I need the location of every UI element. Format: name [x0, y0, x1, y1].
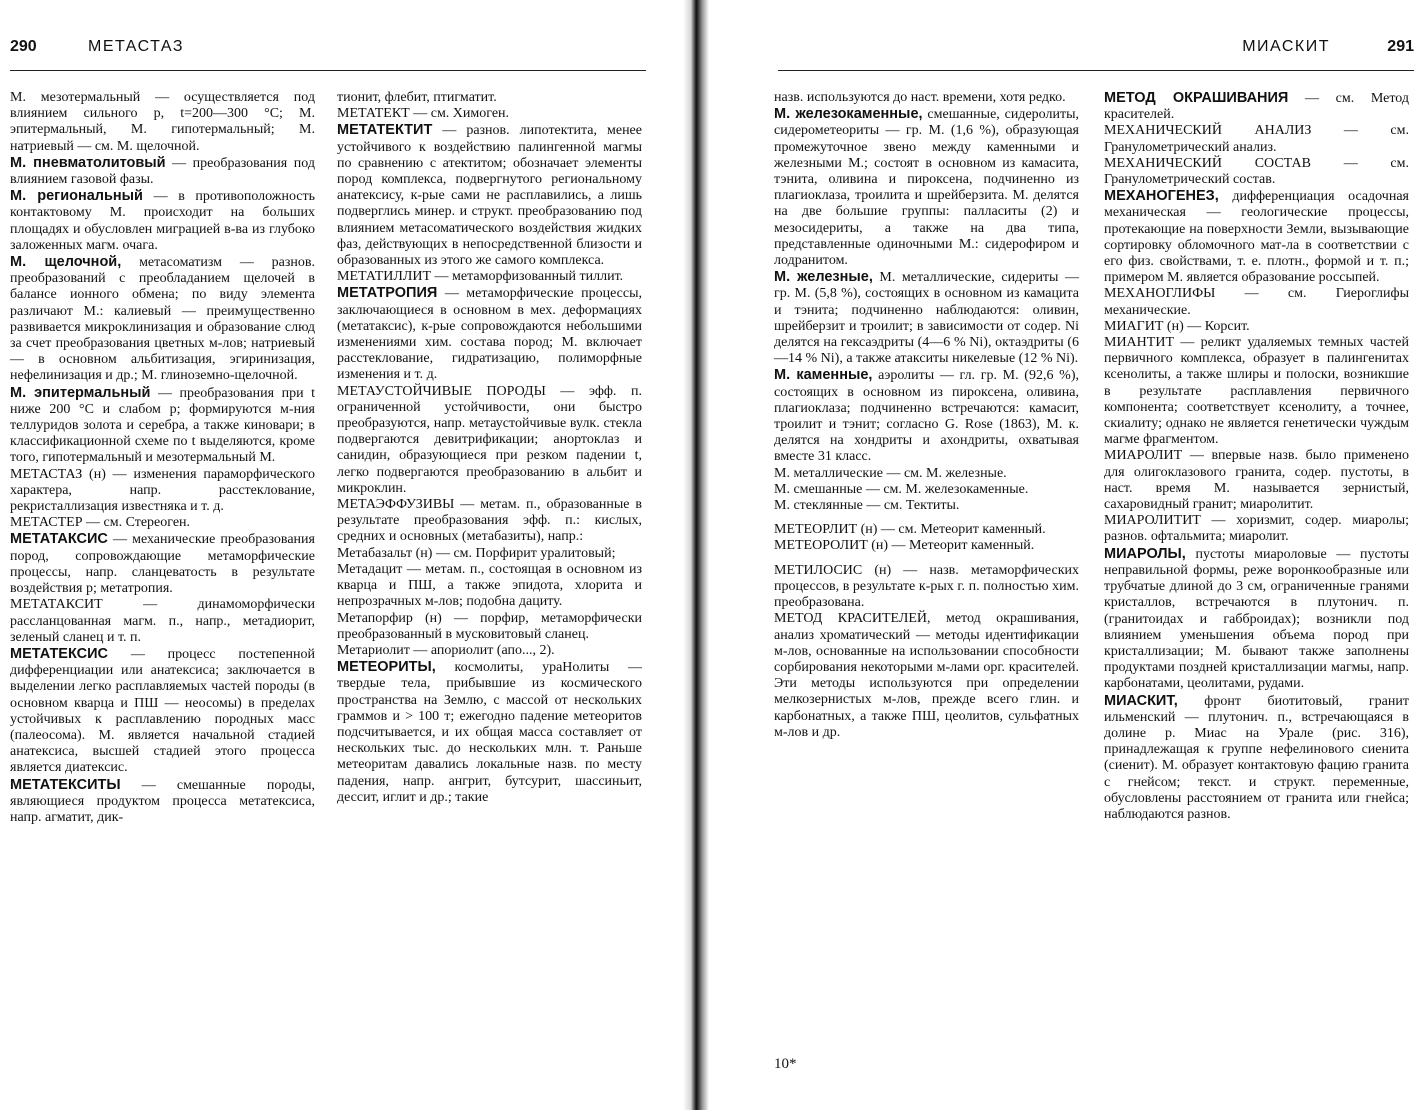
- dictionary-entry: [337, 122, 642, 269]
- entry-text: Метабазальт (н) — см. Порфирит уралитовый;: [337, 545, 616, 561]
- header-rule: [778, 70, 1414, 71]
- dictionary-entry: [10, 515, 315, 531]
- text-column: [10, 90, 315, 826]
- dictionary-entry: [337, 269, 642, 285]
- entry-text: дифференциация осадочная механическая — геологические процессы, протекающие на поверхности Земли, вызывающие сортировку обломочного мат-ла в соответствии с его физ. свойствами, т. е. плотн., формой и т. п.; примером М. является образование россыпей.: [1104, 189, 1409, 286]
- dictionary-entry: [10, 254, 315, 385]
- dictionary-entry: [337, 643, 642, 659]
- dictionary-entry: [1104, 319, 1409, 335]
- entry-text: МЕТАТЕКТ — см. Химоген.: [337, 106, 510, 122]
- dictionary-entry: [774, 563, 1079, 612]
- right-page-header: [778, 32, 1414, 64]
- entry-text: метасоматизм — разнов. преобразований с преобладанием щелочей в балансе ионного обмена; по виду элемента различают М.: калиевый — преимущественно развивается микроклинизация и образование слюд за счет преобразования цветных м-лов; натриевый — в основном альбитизация, эгиринизация, нефелинизация и др.; М. глиноземно-щелочной.: [10, 255, 315, 384]
- dictionary-entry: [774, 106, 1079, 269]
- dictionary-entry: [337, 659, 642, 806]
- entry-text: — механические преобразования пород, сопровождающие метаморфические процессы, напр. сланцеватость в результате воздействия p; метатропия.: [10, 532, 315, 597]
- entry-text: — в противоположность контактовому М. происходит на больших площадях и обусловлен миграцией в-ва из глубоко заложенных магм. очага.: [10, 189, 316, 253]
- dictionary-entry: [10, 646, 315, 777]
- entry-headword: МЕТАТЕКТИТ: [337, 122, 433, 139]
- entry-text: тионит, флебит, птигматит.: [337, 90, 497, 105]
- text-column: [1104, 90, 1409, 823]
- entry-text: — смешанные породы, являющиеся продуктом процесса метатексиса, напр. агматит, дик-: [10, 777, 315, 825]
- entry-headword: М. щелочной,: [10, 254, 122, 271]
- entry-text: МЕТАСТАЗ (н) — изменения параморфического характера, напр. расстеклование, рекристаллизация известняка и т. д.: [10, 466, 315, 515]
- running-head: МЕТАСТАЗ: [88, 38, 184, 55]
- entry-text: назв. используются до наст. времени, хотя редко.: [774, 90, 1066, 105]
- entry-text: Метариолит — апориолит (апо..., 2).: [337, 642, 555, 658]
- dictionary-entry: [1104, 335, 1409, 448]
- dictionary-entry: [1104, 90, 1409, 123]
- dictionary-entry: [1104, 513, 1409, 545]
- book-gutter: [683, 0, 709, 1110]
- entry-gap: [774, 514, 1079, 522]
- entry-headword: М. пневматолитовый: [10, 154, 166, 171]
- entry-text: МИАНТИТ — реликт удаляемых темных частей первичного комплекса, образует в палингенитах ксенолиты, а также шлиры и полоски, возникшие в результате расплавления первичного компонента; соответствует ксенолиту, а точнее, скиалиту; однако не является генетически чуждым магме фрагментом.: [1104, 335, 1409, 448]
- entry-text: МЕТАТИЛЛИТ — метаморфизованный тиллит.: [337, 269, 624, 285]
- entry-text: М. металлические — см. М. железные.: [774, 465, 1007, 481]
- dictionary-entry: [1104, 286, 1409, 318]
- entry-headword: МЕТАТРОПИЯ: [337, 285, 438, 302]
- dictionary-entry: [337, 611, 642, 643]
- entry-text: смешанные, сидеролиты, сидерометеориты — гр. М. (1,6 %), образующая промежуточное звено между каменными и железными М.; состоят в основном из камасита, тэнита, оливина и пироксена, подчиненно из плагиоклаза, троилита и шрейберзита. М. делятся на две большие группы: палласиты (2) и мезосидериты, а также на два типа, представленные одиночными М.: сидерофиром и лодранитом.: [774, 107, 1080, 269]
- text-column: [774, 90, 1079, 741]
- entry-text: МЕХАНИЧЕСКИЙ АНАЛИЗ — см. Гранулометрический анализ.: [1104, 123, 1409, 155]
- entry-text: — метаморфические процессы, заключающиеся в основном в мех. деформациях (метатаксис), к-рые сопровождаются небольшими изменениями хим. состава пород; М. включает расстеклование, гидратизацию, полиморфные изменения и т. д.: [337, 286, 642, 383]
- entry-headword: М. региональный: [10, 188, 143, 205]
- entry-gap: [774, 555, 1079, 563]
- entry-headword: М. железокаменные,: [774, 106, 923, 123]
- entry-text: МЕТЕОРОЛИТ (н) — Метеорит каменный.: [774, 538, 1035, 554]
- entry-text: МЕТАТАКСИТ — динамоморфически рассланцованная магм. п., напр., метадиорит, зеленый сланец и т. п.: [10, 597, 315, 645]
- entry-text: МИАРОЛИТИТ — хоризмит, содер. миаролы; разнов. офтальмита; миаролит.: [1104, 513, 1409, 545]
- entry-text: Метадацит — метам. п., состоящая в основном из кварца и ПШ, а также эпидота, хлорита и непрозрачных м-лов; подобна дациту.: [337, 561, 642, 610]
- left-page-header: [10, 32, 646, 64]
- page-number: 290: [10, 38, 37, 55]
- dictionary-entry: [337, 546, 642, 562]
- entry-text: М. мезотермальный — осуществляется под влиянием сильного p, t=200—300 °С; М. эпитермальный, М. гипотермальный; М. натриевый — см. М. щелочной.: [10, 90, 315, 154]
- dictionary-entry: [774, 90, 1079, 106]
- entry-text: фронт биотитовый, гранит ильменский — плутонич. п., встречающаяся в долине р. Миас на Урале (рис. 316), принадлежащая к группе нефелинового сиенита (сиенит). М. образует контактовую фацию гранита с гнейсом; текст. и структ. переменные, обусловлены расстоянием от гранита или гнейса; наблюдаются разнов.: [1104, 693, 1409, 822]
- entry-headword: МЕТАТАКСИС: [10, 531, 108, 548]
- entry-headword: М. эпитермальный: [10, 384, 151, 401]
- left-page: [0, 0, 660, 1110]
- dictionary-entry: [774, 482, 1079, 498]
- dictionary-entry: [774, 538, 1079, 554]
- entry-text: — процесс постепенной дифференциации или анатексиса; заключается в выделении легко расплавляемых частей породы (в основном кварца и ПШ — неосомы) в пределах устойчивых к расплавлению породных масс (палеосома). М. является начальной стадией анатексиса, высшей стадией этого процесса является диатексис.: [10, 646, 315, 776]
- entry-headword: МИАРОЛЫ,: [1104, 545, 1186, 562]
- entry-text: МЕТОД КРАСИТЕЛЕЙ, метод окрашивания, анализ хроматический — методы идентификации м-лов, основанные на использовании способности сорбирования некоторыми м-лами орг. красителей. Эти методы используются при определении мелкозернистых м-лов, прежде всего глин. и карбонатных, а также ПШ, цеолитов, сульфатных м-лов и др.: [774, 611, 1079, 740]
- header-rule: [10, 70, 646, 71]
- dictionary-entry: [10, 597, 315, 646]
- dictionary-entry: [1104, 693, 1409, 824]
- dictionary-entry: [1104, 123, 1409, 155]
- dictionary-entry: [10, 155, 315, 188]
- dictionary-entry: [10, 777, 315, 827]
- dictionary-entry: [774, 269, 1079, 367]
- entry-headword: МЕХАНОГЕНЕЗ,: [1104, 188, 1219, 205]
- running-head: МИАСКИТ: [1242, 38, 1330, 55]
- entry-headword: М. железные,: [774, 269, 873, 286]
- dictionary-entry: [774, 611, 1079, 741]
- dictionary-entry: [337, 90, 642, 106]
- entry-text: аэролиты — гл. гр. М. (92,6 %), состоящих в основном из пироксена, оливина, плагиоклаза; подчиненно встречаются: камасит, троилит и тэнит; согласно G. Rose (1863), М. к. делятся на хондриты и ахондриты, охватывая вместе 31 класс.: [774, 368, 1079, 465]
- entry-text: МЕХАНОГЛИФЫ — см. Гиероглифы механические.: [1104, 286, 1409, 318]
- entry-text: М. стеклянные — см. Тектиты.: [774, 498, 960, 514]
- entry-text: МИАГИТ (н) — Корсит.: [1104, 318, 1250, 334]
- entry-text: МЕТАЭФФУЗИВЫ — метам. п., образованные в результате преобразования эфф. п.: кислых, средних и основных (метабазиты), напр.:: [337, 497, 642, 545]
- dictionary-entry: [10, 385, 315, 467]
- entry-text: МЕТИЛОСИС (н) — назв. метаморфических процессов, в результате к-рых г. п. полностью хим. преобразована.: [774, 562, 1079, 611]
- dictionary-entry: [1104, 188, 1409, 286]
- dictionary-entry: [1104, 156, 1409, 188]
- entry-text: космолиты, ураНолиты — твердые тела, прибывшие из космического пространства на Землю, с массой от нескольких граммов и > 100 т; ежегодно падение метеоритов подсчитывается, и их общая масса составляет от нескольких тыс. до нескольких млн. т. Раньше метеоритам давались локальные назв. по месту падения, напр. ангрит, бутсурит, шассиньит, дессит, иглит и др.; такие: [337, 660, 642, 805]
- entry-headword: МИАСКИТ,: [1104, 692, 1178, 709]
- entry-headword: М. каменные,: [774, 367, 873, 384]
- dictionary-entry: [337, 562, 642, 611]
- entry-headword: МЕТАТЕКСИТЫ: [10, 776, 121, 793]
- entry-text: Метапорфир (н) — порфир, метаморфически преобразованный в мусковитовый сланец.: [337, 610, 642, 642]
- dictionary-entry: [337, 384, 642, 497]
- entry-text: пустоты миароловые — пустоты неправильной формы, реже воронкообразные или трубчатые длиной до 3 см, ограниченные гранями кристаллов, встречаются в плутонич. п. (гранитоидах и габброидах); возникли под влиянием уменьшения объема пород при кристаллизации; М. бывают также заполнены продуктами поздней кристаллизации магмы, напр. карбонатами, цеолитами, рудами.: [1104, 546, 1409, 692]
- entry-text: — см. Метод красителей.: [1104, 91, 1409, 123]
- right-page: [754, 0, 1414, 1110]
- entry-headword: МЕТОД ОКРАШИВАНИЯ: [1104, 90, 1289, 106]
- dictionary-entry: [774, 522, 1079, 538]
- entry-text: М. металлические, сидериты — гр. М. (5,8 %), состоящих в основном из камацита и тэнита; подчиненно наблюдаются: оливин, шрейберзит и троилит; в зависимости от содер. Ni делятся на гексаэдриты (4—6 % Ni), октаэдриты (6—14 % Ni), а также атакситы никелевые (12 % Ni).: [774, 270, 1079, 367]
- entry-text: МЕТЕОРЛИТ (н) — см. Метеорит каменный.: [774, 522, 1046, 538]
- signature-mark: 10*: [774, 1056, 797, 1072]
- dictionary-entry: [774, 498, 1079, 514]
- entry-text: МЕХАНИЧЕСКИЙ СОСТАВ — см. Гранулометрический состав.: [1104, 155, 1409, 188]
- entry-headword: МЕТЕОРИТЫ,: [337, 659, 436, 676]
- dictionary-entry: [1104, 448, 1409, 513]
- dictionary-entry: [337, 106, 642, 122]
- entry-text: МЕТАСТЕР — см. Стереоген.: [10, 515, 191, 531]
- entry-text: — разнов. липотектита, менее устойчивого к воздействию палингенной магмы по сравнению с атектитом; обозначает элементы пород комплекса, подвергнутого региональному анатексису, к-рые сами не расплавились, а лишь подверглись минер. и структ. преобразованию под влиянием метасоматического воздействия жидких фаз, действующих в непосредственной близости и образованных из этого же самого комплекса.: [337, 123, 642, 269]
- dictionary-entry: [1104, 546, 1409, 693]
- dictionary-entry: [337, 497, 642, 546]
- entry-text: — преобразования под влиянием газовой фазы.: [10, 155, 315, 188]
- entry-text: МЕТАУСТОЙЧИВЫЕ ПОРОДЫ — эфф. п. ограниченной устойчивости, они быстро преобразуются, напр. метаустойчивые вулк. стекла подвергаются девитрификации; анортоклаз и санидин, образующиеся при резком падении t, легко подвергаются преобразованию в альбит и микроклин.: [337, 383, 642, 496]
- dictionary-entry: [10, 467, 315, 516]
- dictionary-entry: [774, 367, 1079, 465]
- dictionary-entry: [10, 90, 315, 155]
- entry-text: М. смешанные — см. М. железокаменные.: [774, 481, 1029, 497]
- dictionary-entry: [337, 285, 642, 383]
- entry-headword: МЕТАТЕКСИС: [10, 645, 108, 662]
- text-column: [337, 90, 642, 806]
- dictionary-entry: [774, 466, 1079, 482]
- page-number: 291: [1387, 38, 1414, 55]
- entry-text: — преобразования при t ниже 200 °С и слабом p; формируются м-ния теллуридов золота и серебра, а также киновари; в классификационной схеме по t выделяются, кроме того, гипотермальный и мезотермальный М.: [10, 385, 315, 466]
- dictionary-entry: [10, 531, 315, 597]
- entry-text: МИАРОЛИТ — впервые назв. было применено для олигоклазового гранита, содер. пустоты, в наст. время М. называется зернистый, сахаровидный гранит; миаролитит.: [1104, 448, 1409, 513]
- dictionary-entry: [10, 188, 315, 254]
